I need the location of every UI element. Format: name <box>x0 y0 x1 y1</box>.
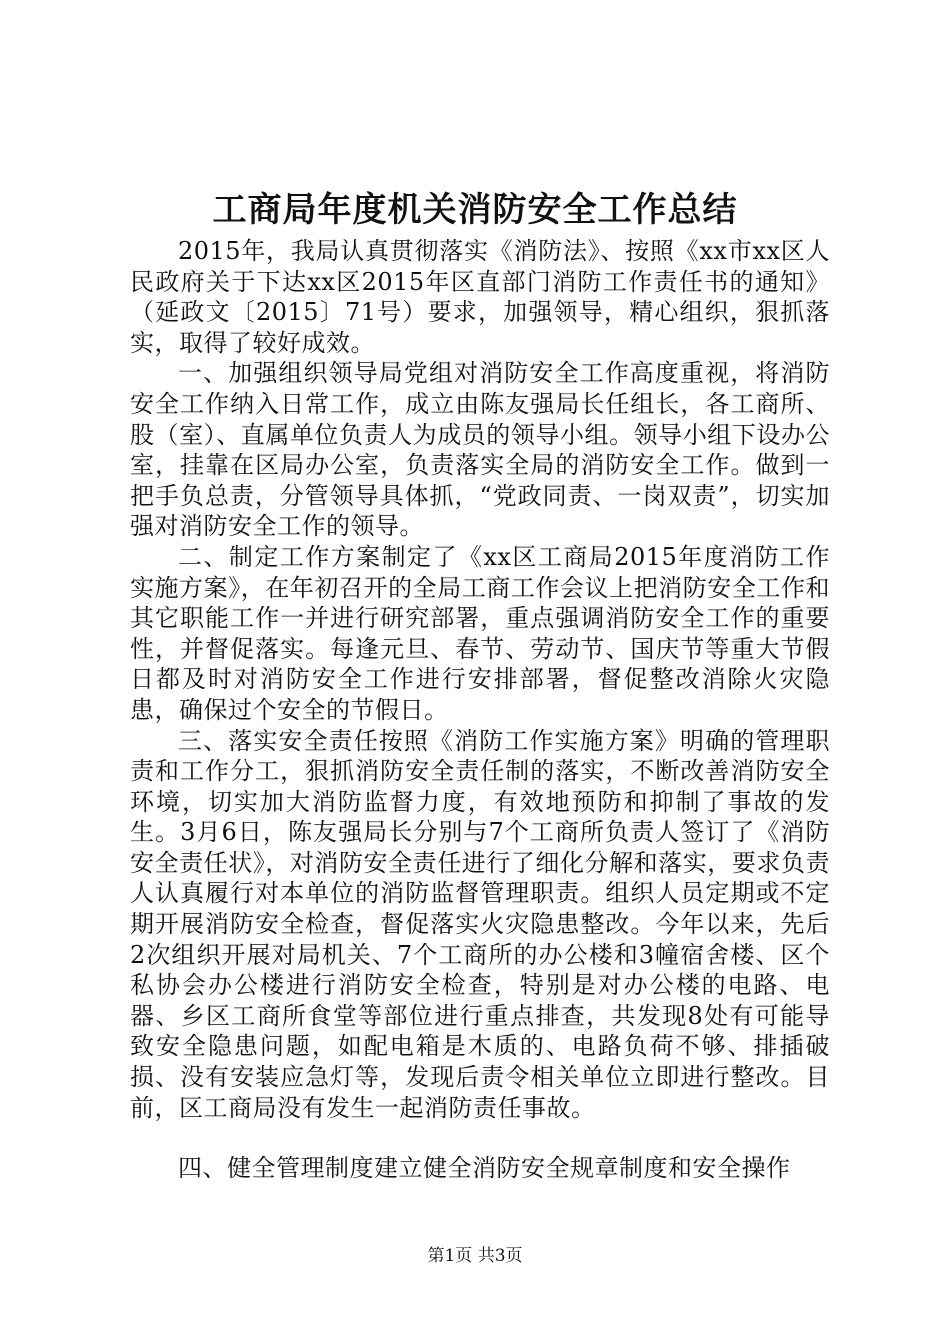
page-title: 工商局年度机关消防安全工作总结 <box>212 190 738 230</box>
paragraph-section-3: 三、落实安全责任按照《消防工作实施方案》明确的管理职责和工作分工，狠抓消防安全责任制的落实，不断改善消防安全环境，切实加大消防监督力度，有效地预防和抑制了事故的发生。3月6日，陈友强局长分别与7个工商所负责人签订了《消防安全责任状》，对消防安全责任进行了细化分解和落实，要求负责人认真履行对本单位的消防监督管理职责。组织人员定期或不定期开展消防安全检查，督促落实火灾隐患整改。今年以来，先后2次组织开展对局机关、7个工商所的办公楼和3幢宿舍楼、区个私协会办公楼进行消防安全检查，特别是对办公楼的电路、电器、乡区工商所食堂等部位进行重点排查，共发现8处有可能导致安全隐患问题，如配电箱是木质的、电路负荷不够、排插破损、没有安装应急灯等，发现后责令相关单位立即进行整改。目前，区工商局没有发生一起消防责任事故。 <box>130 726 830 1122</box>
paragraph-intro: 2015年，我局认真贯彻落实《消防法》、按照《xx市xx区人民政府关于下达xx区2015年区直部门消防工作责任书的通知》（延政文〔2015〕71号）要求，加强领导，精心组织，狠抓落实，取得了较好成效。 <box>130 237 830 357</box>
page-number-footer: 第1页 共3页 <box>427 1246 523 1266</box>
paragraph-section-2: 二、制定工作方案制定了《xx区工商局2015年度消防工作实施方案》，在年初召开的全局工商工作会议上把消防安全工作和其它职能工作一并进行研究部署，重点强调消防安全工作的重要性，并督促落实。每逢元旦、春节、劳动节、国庆节等重大节假日都及时对消防安全工作进行安排部署，督促整改消除火灾隐患，确保过个安全的节假日。 <box>130 542 830 724</box>
paragraph-section-1: 一、加强组织领导局党组对消防安全工作高度重视，将消防安全工作纳入日常工作，成立由陈友强局长任组长，各工商所、股（室）、直属单位负责人为成员的领导小组。领导小组下设办公室，挂靠在区局办公室，负责落实全局的消防安全工作。做到一把手负总责，分管领导具体抓，“党政同责、一岗双责”，切实加强对消防安全工作的领导。 <box>130 359 830 541</box>
document-body <box>130 236 830 1184</box>
paragraph-section-4: 四、健全管理制度建立健全消防安全规章制度和安全操作 <box>178 1154 791 1183</box>
